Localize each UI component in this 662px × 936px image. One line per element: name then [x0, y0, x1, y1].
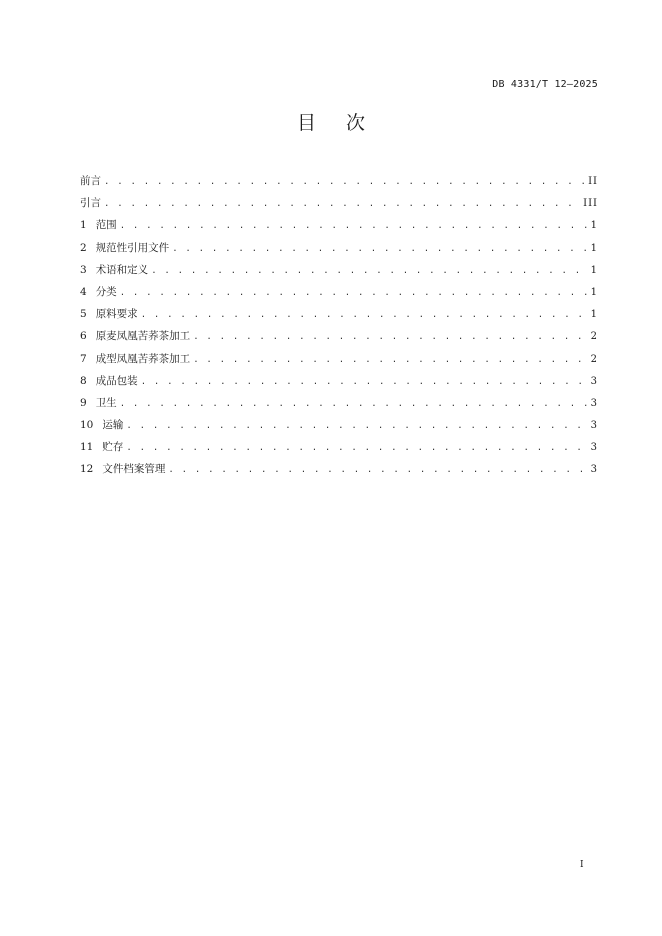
- toc-entry-page: 3: [590, 375, 598, 387]
- toc-entry-label: 运输: [102, 419, 124, 432]
- toc-entry-page: 3: [590, 464, 598, 476]
- dot-leader: [120, 282, 588, 304]
- toc-title: 目次: [296, 112, 395, 134]
- toc-entry-page: 3: [590, 397, 598, 409]
- dot-leader: [126, 415, 587, 437]
- toc-entry-page: 1: [590, 242, 598, 254]
- document-code: DB 4331/T 12—2025: [492, 79, 598, 90]
- toc-entry-page: II: [588, 176, 598, 187]
- toc-entry-number: 5: [80, 308, 87, 321]
- toc-entry-raw-material[interactable]: [80, 303, 598, 325]
- toc-entry-foreword[interactable]: [80, 170, 598, 192]
- toc-entry-raw-tea-processing[interactable]: [80, 325, 598, 347]
- toc-entry-page: 3: [590, 442, 598, 454]
- table-of-contents: [80, 170, 598, 481]
- dot-leader: [104, 171, 585, 193]
- toc-entry-scope[interactable]: [80, 214, 598, 236]
- toc-entry-label: 卫生: [95, 396, 117, 409]
- toc-entry-page: 2: [590, 331, 598, 343]
- dot-leader: [151, 260, 587, 282]
- toc-entry-terms-definitions[interactable]: [80, 259, 598, 281]
- dot-leader: [193, 326, 587, 348]
- toc-entry-number: 10: [80, 419, 94, 432]
- dot-leader: [104, 193, 580, 215]
- toc-entry-number: 3: [80, 263, 87, 276]
- toc-entry-number: 12: [80, 463, 94, 476]
- toc-entry-transport[interactable]: [80, 414, 598, 436]
- toc-entry-number: 11: [80, 441, 94, 454]
- toc-entry-label: 贮存: [102, 441, 124, 454]
- toc-entry-storage[interactable]: [80, 436, 598, 458]
- toc-entry-page: 1: [590, 286, 598, 298]
- dot-leader: [168, 459, 587, 481]
- toc-entry-number: 9: [80, 396, 87, 409]
- toc-entry-number: 2: [80, 241, 87, 254]
- dot-leader: [141, 304, 588, 326]
- toc-entry-number: 4: [80, 285, 87, 298]
- dot-leader: [120, 215, 588, 237]
- toc-entry-page: 1: [590, 220, 598, 232]
- toc-entry-label: 分类: [95, 285, 117, 298]
- dot-leader: [126, 437, 587, 459]
- dot-leader: [120, 393, 588, 415]
- toc-entry-label: 成型凤凰苦荞茶加工: [95, 352, 191, 365]
- toc-entry-page: 2: [590, 353, 598, 365]
- toc-entry-label: 引言: [80, 197, 101, 210]
- toc-entry-label: 成品包装: [95, 374, 138, 387]
- toc-entry-hygiene[interactable]: [80, 392, 598, 414]
- toc-entry-records-management[interactable]: [80, 458, 598, 480]
- toc-entry-label: 规范性引用文件: [95, 241, 170, 254]
- toc-entry-normative-references[interactable]: [80, 237, 598, 259]
- toc-entry-label: 术语和定义: [95, 263, 149, 276]
- toc-entry-number: 7: [80, 352, 87, 365]
- page-number: I: [580, 860, 584, 870]
- toc-entry-page: III: [583, 198, 598, 210]
- toc-entry-label: 文件档案管理: [102, 463, 166, 476]
- toc-entry-page: 3: [590, 420, 598, 432]
- toc-entry-page: 1: [590, 264, 598, 276]
- dot-leader: [193, 349, 587, 371]
- toc-entry-packaging[interactable]: [80, 370, 598, 392]
- toc-entry-classification[interactable]: [80, 281, 598, 303]
- toc-entry-number: 8: [80, 374, 87, 387]
- toc-entry-page: 1: [590, 309, 598, 321]
- toc-entry-number: 6: [80, 330, 87, 343]
- dot-leader: [172, 238, 587, 260]
- toc-entry-number: 1: [80, 219, 87, 232]
- toc-entry-label: 原麦凤凰苦荞茶加工: [95, 330, 191, 343]
- dot-leader: [141, 371, 588, 393]
- toc-entry-introduction[interactable]: [80, 192, 598, 214]
- toc-entry-label: 前言: [80, 175, 101, 187]
- toc-entry-label: 范围: [95, 219, 117, 232]
- toc-entry-label: 原料要求: [95, 308, 138, 321]
- toc-entry-shaped-tea-processing[interactable]: [80, 348, 598, 370]
